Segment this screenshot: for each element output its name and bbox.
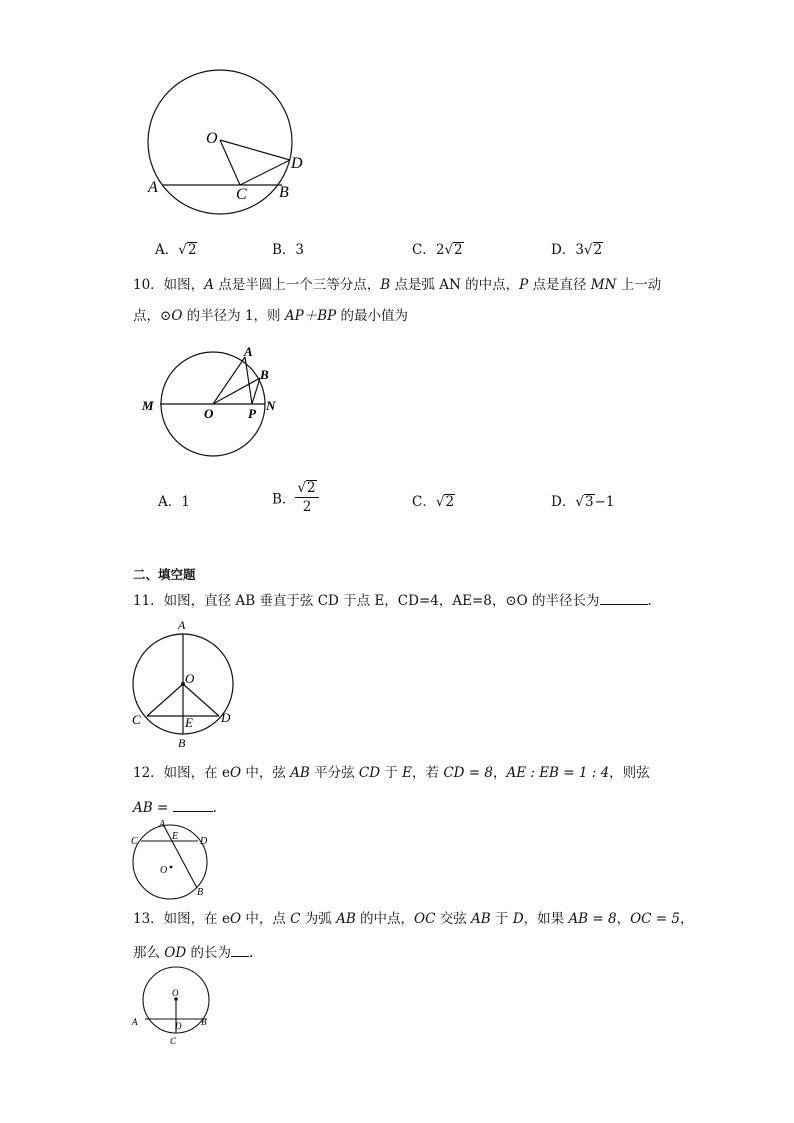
q12-text-line2: AB = . [133, 797, 217, 817]
q9-option-a[interactable]: A．√2 [155, 242, 197, 258]
q12-label-c: C [131, 836, 138, 847]
q10-option-d[interactable]: D．√3−1 [551, 494, 615, 510]
q12-label-e: E [172, 831, 179, 842]
q13-figure [128, 966, 220, 1046]
q9-label-c: C [236, 186, 247, 203]
q11-figure [125, 615, 245, 750]
q12-text-line1: 12．如图，在 eO 中，弦 AB 平分弦 CD 于 E，若 CD = 8，AE : EB = 1 : 4，则弦 [133, 765, 650, 781]
q9-figure [140, 60, 320, 225]
q13-label-a: A [132, 1017, 138, 1027]
q10-option-c[interactable]: C．√2 [412, 494, 455, 510]
q10-label-b: B [260, 367, 269, 382]
q11-label-o: O [185, 671, 195, 686]
q9-label-d: D [291, 155, 303, 172]
q10-segment-ap [245, 357, 252, 404]
q9-option-b[interactable]: B．3 [272, 242, 305, 258]
q10-segment-oa [213, 357, 245, 404]
q11-label-a: A [178, 618, 186, 632]
q12-label-b: B [197, 887, 204, 898]
q9-label-a: A [148, 179, 158, 196]
q10-option-b[interactable]: B． $\frac{√2}{2}$ [272, 479, 319, 516]
q10-label-o: O [204, 406, 214, 421]
q13-label-o: O [172, 988, 179, 998]
q13-label-b: B [201, 1017, 207, 1027]
q10-figure [138, 338, 298, 468]
q9-option-a-radicand: 2 [187, 242, 197, 258]
q13-label-d: D [175, 1021, 182, 1031]
q9-segment-od [220, 140, 290, 160]
q13-answer-blank[interactable] [231, 942, 249, 957]
q11-label-d: D [221, 710, 231, 725]
q9-segment-cd [240, 160, 290, 185]
q10-label-n: N [266, 398, 276, 413]
q12-label-o: O [160, 865, 168, 876]
q11-label-e: E [185, 715, 193, 730]
q10-text-line1: 10．如图，A 点是半圆上一个三等分点，B 点是弧 AN 的中点，P 点是直径 MN 上一动 [133, 277, 662, 293]
q9-option-c[interactable]: C．2√2 [412, 242, 463, 258]
q9-option-d[interactable]: D．3√2 [551, 242, 603, 258]
q11-label-c: C [132, 712, 141, 727]
section-title-fill-in: 二、填空题 [133, 567, 196, 582]
q10-label-m: M [142, 398, 154, 413]
q10-option-a[interactable]: A．1 [158, 494, 190, 510]
q11-text: 11．如图，直径 AB 垂直于弦 CD 于点 E，CD=4，AE=8，⊙O 的半径长为 . [133, 590, 652, 610]
q11-label-b: B [178, 736, 186, 750]
q10-text-line2: 点，⊙O 的半径为 1，则 AP＋BP 的最小值为 [133, 308, 408, 324]
q9-label-o: O [206, 130, 218, 147]
q12-label-d: D [200, 836, 208, 847]
q12-circle [133, 825, 207, 899]
q12-center-dot [170, 866, 173, 869]
q12-label-a: A [159, 819, 166, 830]
q12-answer-blank[interactable] [173, 797, 213, 812]
q13-label-c: C [170, 1036, 177, 1046]
q11-segment-od [183, 684, 219, 716]
q9-circle [148, 70, 292, 214]
q10-option-b-fraction: $\frac{√2}{2}$ [295, 479, 318, 516]
q10-label-a: A [244, 344, 253, 359]
q9-segment-oc [220, 140, 240, 185]
q9-label-b: B [279, 184, 289, 201]
q13-text-line2: 那么 OD 的长为 . [133, 942, 253, 962]
q10-label-p: P [248, 406, 256, 421]
q12-chord-ab [164, 826, 197, 888]
q11-answer-blank[interactable] [600, 590, 648, 605]
q12-figure [125, 818, 225, 903]
q13-text-line1: 13．如图，在 eO 中，点 C 为弧 AB 的中点，OC 交弦 AB 于 D，如果 AB = 8，OC = 5， [133, 911, 694, 927]
q11-segment-oc [147, 684, 183, 716]
